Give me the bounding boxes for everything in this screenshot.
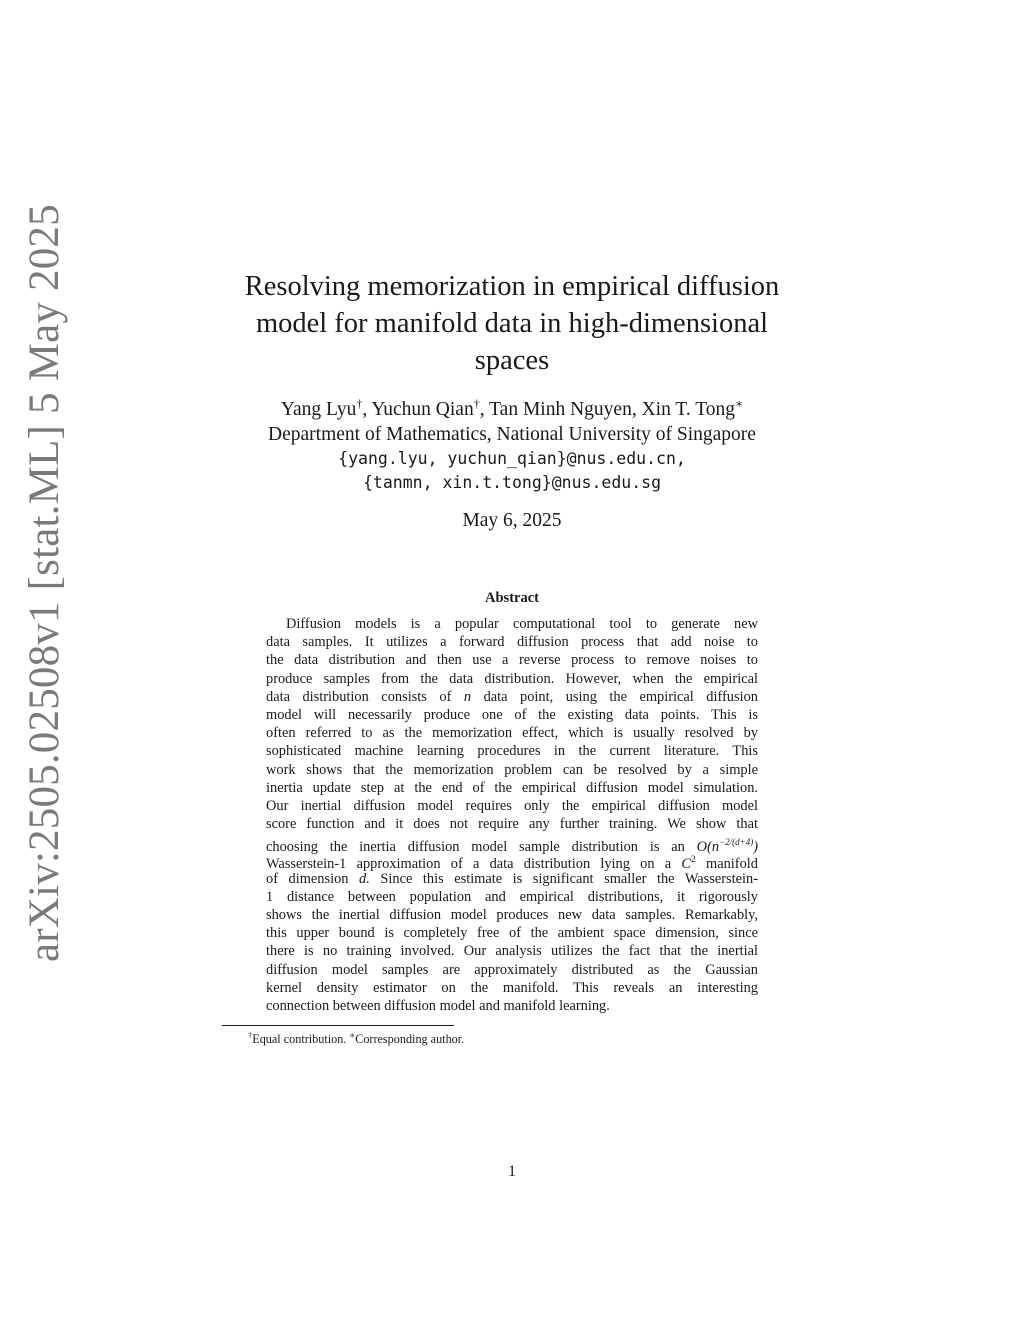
- abstract-line: data samples. It utilizes a forward diffusion process that add noise to: [266, 634, 758, 651]
- abstract-line: connection between diffusion model and manifold learning.: [266, 997, 610, 1014]
- math-variable-d: d.: [359, 870, 370, 887]
- affiliation: Department of Mathematics, National University of Singapore: [268, 424, 756, 445]
- paper-title: [200, 268, 824, 379]
- math-variable-n: n: [463, 688, 472, 705]
- arxiv-identifier-stamp: arXiv:2505.02508v1 [stat.ML] 5 May 2025: [21, 204, 68, 962]
- abstract-line: inertia update step at the end of the empirical diffusion model simulation.: [266, 779, 758, 796]
- abstract-line: Diffusion models is a popular computational tool to generate new: [286, 616, 758, 632]
- abstract-text: Since this estimate is significant smaller the Wasserstein-: [380, 870, 759, 887]
- abstract-text: choosing the inertia diffusion model sample distribution is an: [266, 839, 685, 856]
- abstract-line: work shows that the memorization problem can be resolved by a simple: [266, 761, 758, 778]
- page-number: 1: [508, 1163, 516, 1180]
- abstract-text: data distribution consists of: [266, 688, 452, 705]
- author-name: Yuchun Qian: [371, 399, 474, 420]
- author-name: Tan Minh Nguyen: [489, 399, 632, 420]
- math-text: O(n: [696, 839, 720, 856]
- footnote: [248, 1031, 768, 1047]
- author-name: Xin T. Tong: [641, 399, 736, 420]
- math-variable-c: C: [681, 856, 692, 873]
- author-name: Yang Lyu: [280, 399, 357, 420]
- email-block: [160, 447, 864, 495]
- math-exponent: −2/(d+4): [719, 837, 754, 848]
- abstract-line: [266, 833, 758, 856]
- abstract-line: often referred to as the memorization effect, which is usually resolved by: [266, 725, 758, 742]
- abstract-text: of dimension: [266, 870, 349, 887]
- abstract-line: there is no training involved. Our analysis utilizes the fact that the inertial: [266, 943, 758, 960]
- title-line: model for manifold data in high-dimensional: [255, 308, 769, 339]
- equal-contribution-mark: †: [356, 396, 363, 411]
- abstract-line: kernel density estimator on the manifold. This reveals an interesting: [266, 979, 758, 996]
- abstract-line: diffusion model samples are approximately distributed as the Gaussian: [266, 961, 758, 978]
- abstract-text: data point, using the empirical diffusion: [483, 688, 758, 705]
- abstract-line: [266, 851, 758, 873]
- abstract-text: Wasserstein-1 approximation of a data distribution lying on a: [266, 856, 672, 873]
- abstract-line: [266, 870, 758, 888]
- equal-contribution-mark: †: [473, 396, 480, 411]
- abstract-line: shows the inertial diffusion model produces new data samples. Remarkably,: [266, 907, 758, 923]
- abstract-body: [266, 615, 758, 1015]
- abstract-line: the data distribution and then use a reverse process to remove noises to: [266, 652, 758, 669]
- abstract-line: produce samples from the data distribution. However, when the empirical: [266, 670, 758, 687]
- author-block: [160, 397, 864, 447]
- abstract-text: manifold: [706, 856, 758, 873]
- paper-date: May 6, 2025: [462, 510, 562, 531]
- abstract-line: 1 distance between population and empirical distributions, it rigorously: [266, 888, 758, 905]
- author-list: Yang Lyu†, Yuchun Qian†, Tan Minh Nguyen, Xin T. Tong∗: [280, 396, 744, 420]
- footnote-divider: [222, 1025, 454, 1026]
- footnote-mark: ∗: [349, 1029, 356, 1040]
- abstract-line: [266, 688, 758, 706]
- footnote-text: Corresponding author.: [355, 1032, 465, 1046]
- email-line: {yang.lyu, yuchun_qian}@nus.edu.cn,: [338, 449, 686, 468]
- math-text: ): [753, 839, 758, 856]
- abstract-line: model will necessarily produce one of the existing data points. This is: [266, 706, 758, 723]
- abstract-line: Our inertial diffusion model requires only the empirical diffusion model: [266, 797, 758, 814]
- footnote-text: Equal contribution.: [252, 1032, 347, 1046]
- abstract-heading: Abstract: [485, 590, 539, 606]
- abstract-line: score function and it does not require any further training. We show that: [266, 816, 758, 833]
- title-line: Resolving memorization in empirical diffusion: [244, 271, 780, 302]
- math-exponent: 2: [691, 855, 696, 866]
- email-line: {tanmn, xin.t.tong}@nus.edu.sg: [362, 473, 661, 492]
- footnote-mark: †: [248, 1029, 253, 1040]
- corresponding-author-mark: ∗: [735, 396, 744, 411]
- abstract-line: this upper bound is completely free of the ambient space dimension, since: [266, 925, 758, 942]
- title-line: spaces: [474, 345, 550, 376]
- abstract-line: sophisticated machine learning procedures in the current literature. This: [266, 743, 758, 760]
